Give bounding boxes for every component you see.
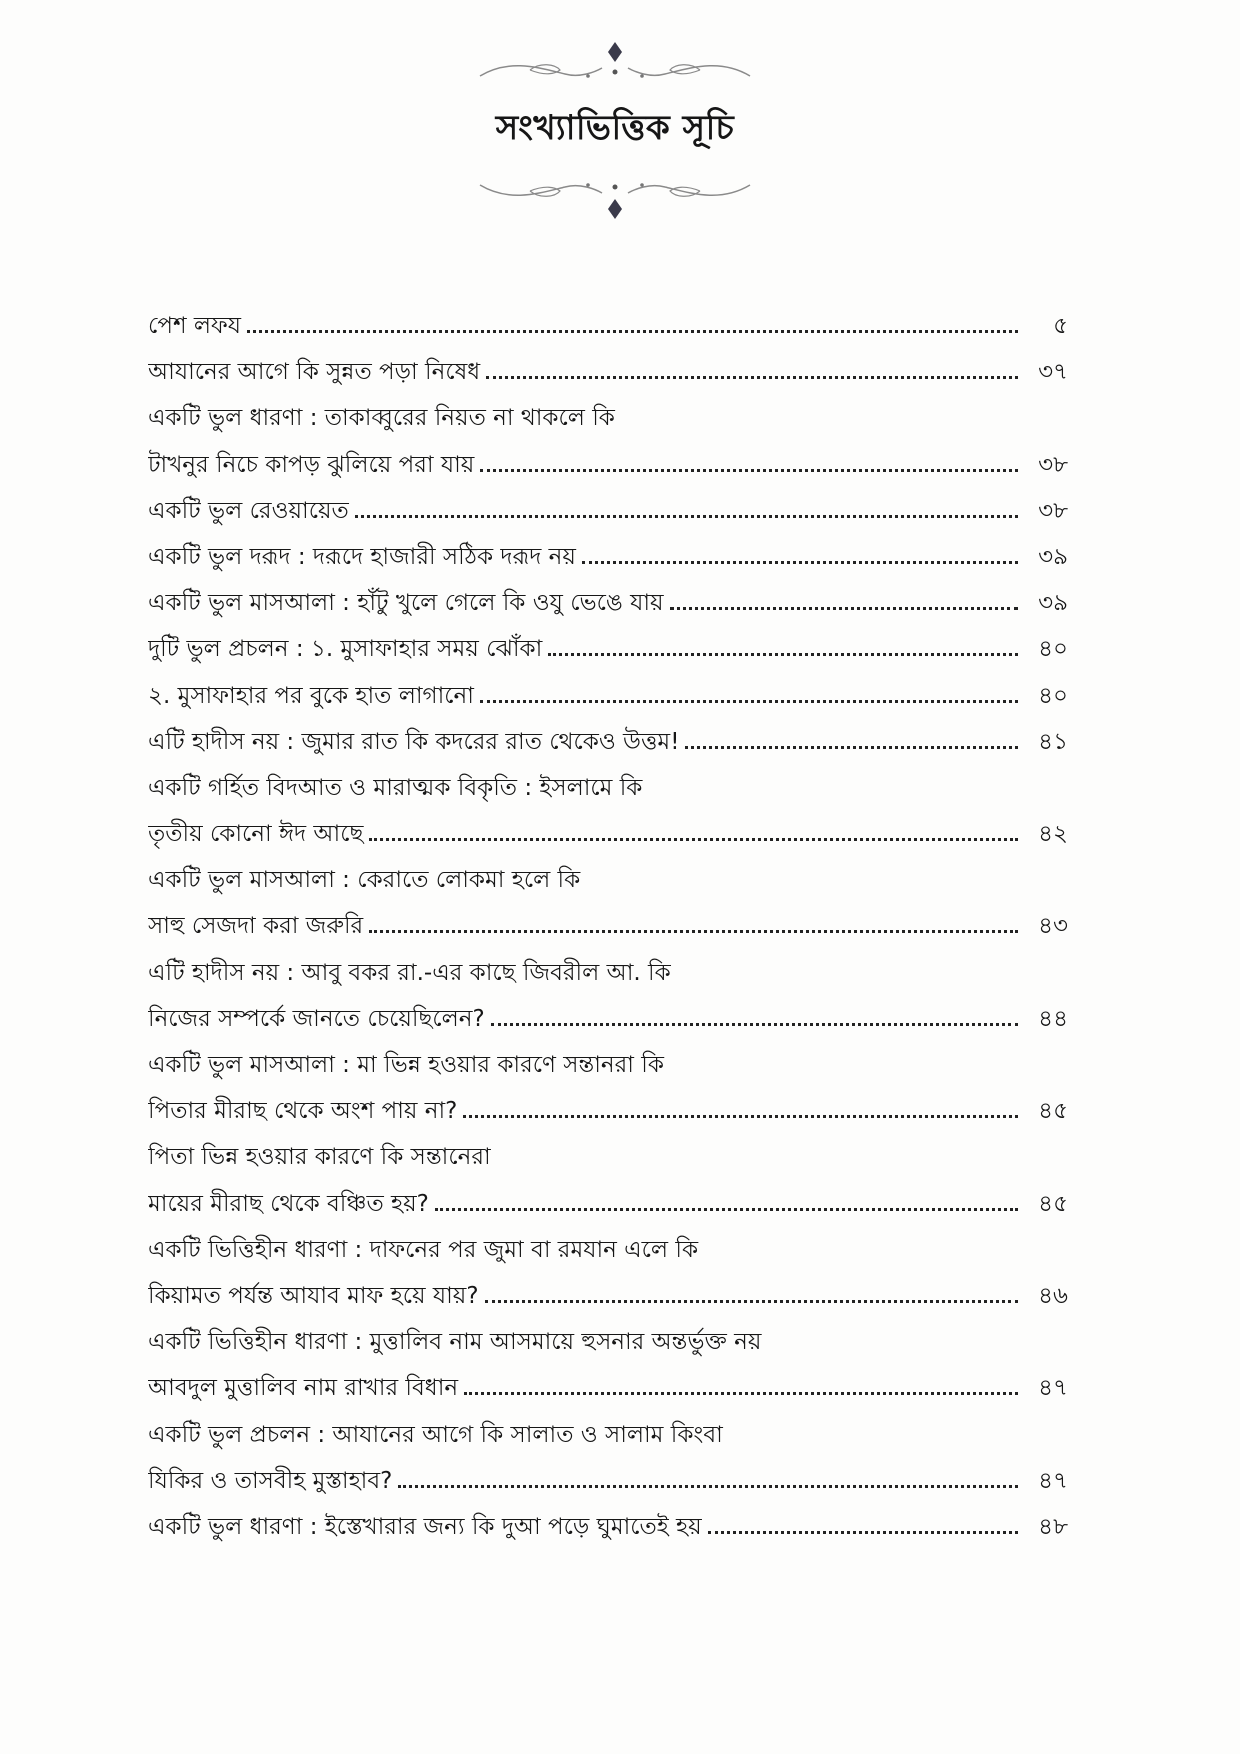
toc-entry-title: পিতার মীরাছ থেকে অংশ পায় না? [148,1098,458,1125]
toc-page-number: ৪৭ [1038,1467,1068,1494]
toc-entry-line [148,1504,1068,1550]
toc-entry-line [148,1458,1068,1504]
toc-page-number: ৪৭ [1038,1375,1068,1402]
toc-page-number: ৪০ [1038,636,1068,663]
toc-entry-title: একটি ভুল মাসআলা : হাঁটু খুলে গেলে কি ওযু ভেঙে যায় [148,590,664,617]
ornament-top-icon [470,38,760,88]
toc-entry-title: একটি ভুল মাসআলা : মা ভিন্ন হওয়ার কারণে সন্তানরা কি [148,1052,664,1078]
toc-dot-leader [398,1485,1018,1488]
toc-page-number: ৩৯ [1038,543,1068,570]
toc-entry-title: যিকির ও তাসবীহ মুস্তাহাব? [148,1467,393,1494]
toc-entry-title: এটি হাদীস নয় : জুমার রাত কি কদরের রাত থেকেও উত্তম! [148,728,680,755]
toc-dot-leader [369,930,1018,933]
toc-dot-leader [486,376,1018,379]
toc-dot-leader [685,746,1018,749]
toc-entry-line [148,950,1068,996]
toc-entry-title: সাহু সেজদা করা জরুরি [148,913,364,940]
toc-dot-leader [463,1115,1018,1118]
toc-entry-title: মায়ের মীরাছ থেকে বঞ্চিত হয়? [148,1190,429,1217]
toc-entry-line [148,580,1068,626]
toc-entry-title: পেশ লফয [148,313,242,339]
toc-page-number: ৪৪ [1038,1005,1068,1032]
toc-entry-line [148,488,1068,534]
toc-entry-title: টাখনুর নিচে কাপড় ঝুলিয়ে পরা যায় [148,451,475,478]
toc-dot-leader [369,838,1018,841]
page-header [470,38,760,218]
toc-page-number: ৩৮ [1038,497,1068,524]
toc-dot-leader [485,1300,1018,1303]
toc-entry-line [148,442,1068,488]
toc-entry-title: তৃতীয় কোনো ঈদ আছে [148,821,364,848]
toc-entry-title: দুটি ভুল প্রচলন : ১. মুসাফাহার সময় ঝোঁকা [148,636,543,663]
toc-entry-line [148,1227,1068,1273]
toc-dot-leader [670,607,1018,610]
toc-dot-leader [491,1023,1018,1026]
toc-entry-title: নিজের সম্পর্কে জানতে চেয়েছিলেন? [148,1005,485,1032]
toc-entry-title: পিতা ভিন্ন হওয়ার কারণে কি সন্তানেরা [148,1144,491,1171]
toc-dot-leader [464,1392,1018,1395]
toc-entry-title: একটি ভুল দরূদ : দরূদে হাজারী সঠিক দরূদ নয় [148,543,576,570]
toc-entry-line [148,719,1068,765]
toc-entry-title: একটি ভুল ধারণা : তাকাব্বুরের নিয়ত না থাকলে কি [148,405,615,432]
toc-page-number: ৪৮ [1038,1513,1068,1540]
toc-entry-line [148,1134,1068,1180]
toc-entry-title: একটি ভুল ধারণা : ইস্তেখারার জন্য কি দুআ পড়ে ঘুমাতেই হয় [148,1513,702,1540]
toc-dot-leader [708,1531,1018,1534]
toc-entry-title: এটি হাদীস নয় : আবু বকর রা.-এর কাছে জিবরীল আ. কি [148,959,671,986]
toc-entry-line [148,996,1068,1042]
toc-entry-title: একটি ভুল প্রচলন : আযানের আগে কি সালাত ও সালাম কিংবা [148,1421,723,1448]
toc-entry-line [148,857,1068,903]
toc-entry-title: একটি ভিত্তিহীন ধারণা : দাফনের পর জুমা বা রমযান এলে কি [148,1236,699,1263]
toc-entry-title: একটি গর্হিত বিদআত ও মারাত্মক বিকৃতি : ইসলামে কি [148,774,643,801]
toc-entry-line [148,349,1068,395]
toc-page-number: ৩৮ [1038,451,1068,478]
toc-page-number: ৩৯ [1038,590,1068,617]
toc-entry-title: একটি ভিত্তিহীন ধারণা : মুত্তালিব নাম আসমায়ে হুসনার অন্তর্ভুক্ত নয় [148,1329,762,1356]
toc-entry-line [148,626,1068,672]
toc-dot-leader [355,515,1018,518]
toc-entry-line [148,673,1068,719]
table-of-contents [148,303,1068,1550]
toc-entry-line [148,1273,1068,1319]
toc-entry-title: একটি ভুল মাসআলা : কেরাতে লোকমা হলে কি [148,867,581,894]
toc-page-number: ৪৩ [1038,913,1068,940]
toc-entry-line [148,1319,1068,1365]
toc-entry-line [148,903,1068,949]
toc-dot-leader [480,469,1018,472]
toc-entry-line [148,1042,1068,1088]
toc-dot-leader [435,1208,1018,1211]
toc-page-number: ৫ [1053,313,1068,339]
toc-page-number: ৪১ [1038,728,1068,755]
toc-entry-line [148,1181,1068,1227]
toc-entry-line [148,534,1068,580]
toc-page-number: ৪৫ [1038,1098,1068,1125]
toc-entry-line [148,1365,1068,1411]
page-title: সংখ্যাভিত্তিক সূচি [495,108,735,148]
toc-page-number: ৩৭ [1038,359,1068,386]
toc-entry-title: কিয়ামত পর্যন্ত আযাব মাফ হয়ে যায়? [148,1282,479,1309]
toc-dot-leader [247,330,1018,333]
toc-entry-line [148,1088,1068,1134]
toc-page-number: ৪৬ [1038,1282,1068,1309]
toc-entry-line [148,1412,1068,1458]
toc-entry-line [148,303,1068,349]
toc-dot-leader [582,561,1018,564]
toc-entry-line [148,811,1068,857]
ornament-bottom-icon [470,173,760,223]
toc-entry-title: আযানের আগে কি সুন্নত পড়া নিষেধ [148,359,481,386]
toc-dot-leader [548,653,1018,656]
toc-page-number: ৪৫ [1038,1190,1068,1217]
toc-page-number: ৪০ [1038,682,1068,709]
toc-entry-line [148,765,1068,811]
toc-dot-leader [480,700,1018,703]
toc-entry-title: ২. মুসাফাহার পর বুকে হাত লাগানো [148,682,474,709]
toc-entry-line [148,395,1068,441]
toc-entry-title: আবদুল মুত্তালিব নাম রাখার বিধান [148,1375,459,1402]
toc-page-number: ৪২ [1038,821,1068,848]
toc-entry-title: একটি ভুল রেওয়ায়েত [148,497,349,524]
